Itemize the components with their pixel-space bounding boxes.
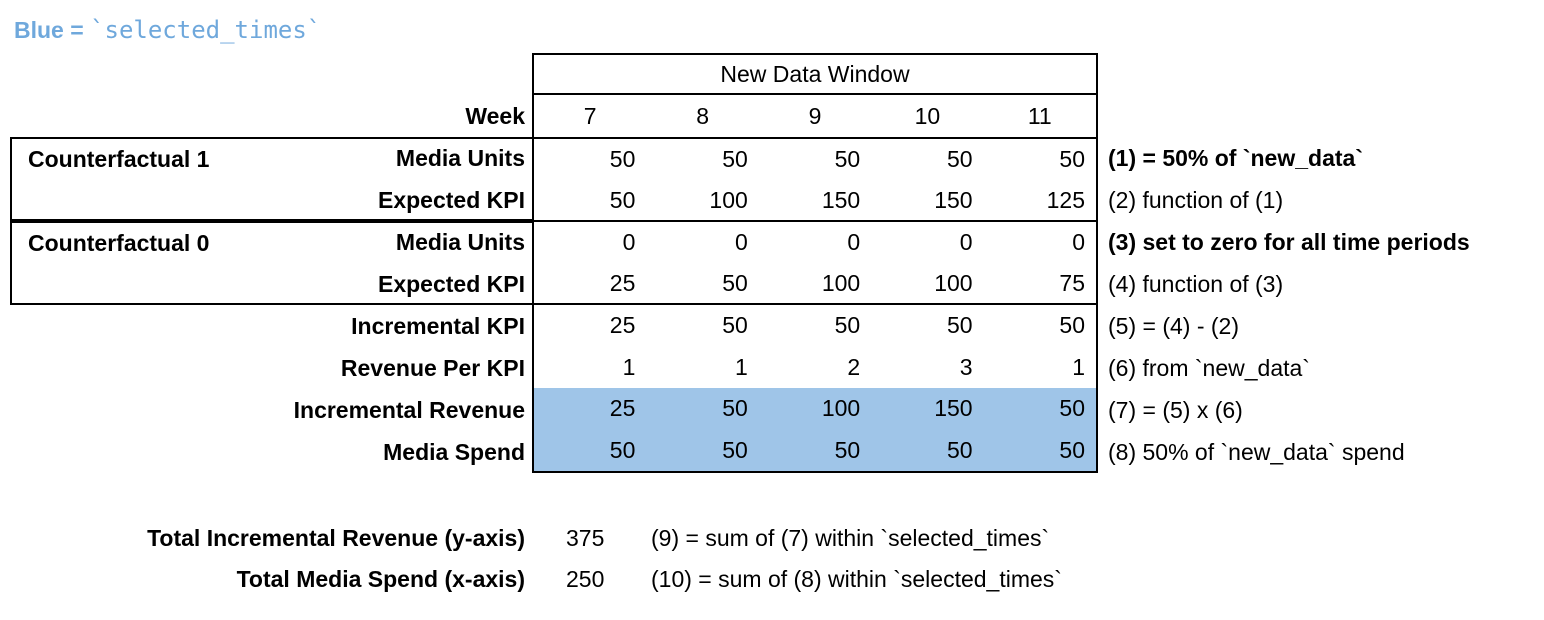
legend-caption-code: `selected_times` [90, 16, 322, 44]
table-cell: 50 [722, 146, 748, 173]
new-data-window-title: New Data Window [720, 60, 910, 87]
total-incremental-revenue-row [0, 517, 1544, 559]
table-cell: 150 [934, 186, 973, 213]
table-cell: 50 [609, 186, 636, 213]
total-incremental-revenue-value: 375 [566, 525, 605, 551]
total-incremental-revenue-label: Total Incremental Revenue (y-axis) [147, 525, 525, 551]
table-row-media-spend-highlighted [534, 430, 1096, 472]
table-cell: 50 [947, 146, 973, 173]
total-media-spend-label: Total Media Spend (x-axis) [236, 566, 525, 592]
legend-caption-prefix: Blue = [14, 17, 91, 43]
table-cell: 150 [934, 395, 973, 422]
table-cell: 100 [821, 269, 861, 296]
week-header-row [532, 95, 1098, 137]
row-label-expected-kpi-cf0: Expected KPI [378, 271, 525, 297]
note-9: (9) = sum of (7) within `selected_times` [651, 525, 1050, 551]
table-cell: 3 [959, 353, 973, 380]
table-cell: 100 [821, 395, 861, 422]
note-5: (5) = (4) - (2) [1108, 313, 1239, 339]
row-label-incremental-revenue: Incremental Revenue [293, 397, 525, 423]
table-row-incremental-revenue-highlighted [534, 388, 1096, 430]
row-label-expected-kpi-cf1: Expected KPI [378, 187, 525, 213]
note-2: (2) function of (1) [1108, 187, 1284, 213]
total-media-spend-value: 250 [566, 566, 605, 592]
table-cell: 2 [847, 353, 861, 380]
week-header-cell: 7 [583, 103, 597, 129]
table-cell: 50 [834, 436, 861, 463]
note-6: (6) from `new_data` [1108, 355, 1310, 381]
table-cell: 50 [947, 436, 973, 463]
table-cell: 1 [622, 353, 636, 380]
total-media-spend-row [0, 558, 1544, 600]
table-cell: 50 [722, 312, 748, 339]
table-cell: 0 [959, 229, 973, 256]
table-cell: 50 [834, 312, 861, 339]
week-header-cell: 9 [808, 103, 822, 129]
note-10: (10) = sum of (8) within `selected_times` [651, 566, 1062, 592]
table-cell: 50 [722, 436, 748, 463]
table-cell: 25 [609, 395, 636, 422]
counterfactual-1-label: Counterfactual 1 [28, 146, 210, 172]
table-row-media-units-cf1 [534, 139, 1096, 181]
table-cell: 25 [609, 269, 636, 296]
table-cell: 50 [609, 436, 636, 463]
formula-notes-column [1108, 137, 1470, 473]
table-cell: 1 [1072, 353, 1085, 380]
table-cell: 0 [735, 229, 748, 256]
new-data-window-header [532, 53, 1098, 95]
note-3: (3) set to zero for all time periods [1108, 229, 1470, 255]
row-label-media-units-cf1: Media Units [395, 145, 525, 171]
week-header-cell: 8 [696, 103, 709, 129]
note-8: (8) 50% of `new_data` spend [1108, 439, 1405, 465]
table-cell: 75 [1059, 269, 1085, 296]
legend-caption [14, 16, 321, 44]
table-cell: 100 [934, 269, 973, 296]
table-cell: 50 [722, 395, 748, 422]
data-table [532, 137, 1098, 473]
table-cell: 0 [1072, 229, 1085, 256]
table-cell: 150 [821, 186, 861, 213]
table-cell: 50 [1059, 312, 1085, 339]
note-7: (7) = (5) x (6) [1108, 397, 1243, 423]
counterfactual-0-label: Counterfactual 0 [28, 230, 210, 256]
table-row-expected-kpi-cf1 [534, 181, 1096, 223]
table-row-incremental-kpi [534, 305, 1096, 347]
table-cell: 50 [722, 269, 748, 296]
table-cell: 50 [1059, 146, 1085, 173]
table-cell: 0 [847, 229, 861, 256]
row-label-media-units-cf0: Media Units [395, 229, 525, 255]
table-cell: 100 [709, 186, 748, 213]
table-cell: 0 [622, 229, 636, 256]
table-cell: 1 [735, 353, 748, 380]
table-cell: 50 [834, 146, 861, 173]
week-axis-label: Week [465, 103, 525, 129]
note-4: (4) function of (3) [1108, 271, 1284, 297]
row-label-incremental-kpi: Incremental KPI [351, 313, 525, 339]
week-header-cell: 11 [1027, 103, 1052, 129]
row-label-column [0, 137, 525, 473]
row-label-media-spend: Media Spend [383, 439, 525, 465]
table-row-expected-kpi-cf0 [534, 264, 1096, 306]
week-header-cell: 10 [914, 103, 941, 129]
table-row-revenue-per-kpi [534, 347, 1096, 389]
table-cell: 25 [609, 312, 636, 339]
table-cell: 50 [1059, 395, 1085, 422]
table-cell: 50 [947, 312, 973, 339]
note-1: (1) = 50% of `new_data` [1108, 145, 1363, 171]
row-label-revenue-per-kpi: Revenue Per KPI [340, 355, 525, 381]
table-row-media-units-cf0 [534, 222, 1096, 264]
table-cell: 50 [1059, 436, 1085, 463]
table-cell: 125 [1046, 186, 1085, 213]
table-cell: 50 [609, 146, 636, 173]
